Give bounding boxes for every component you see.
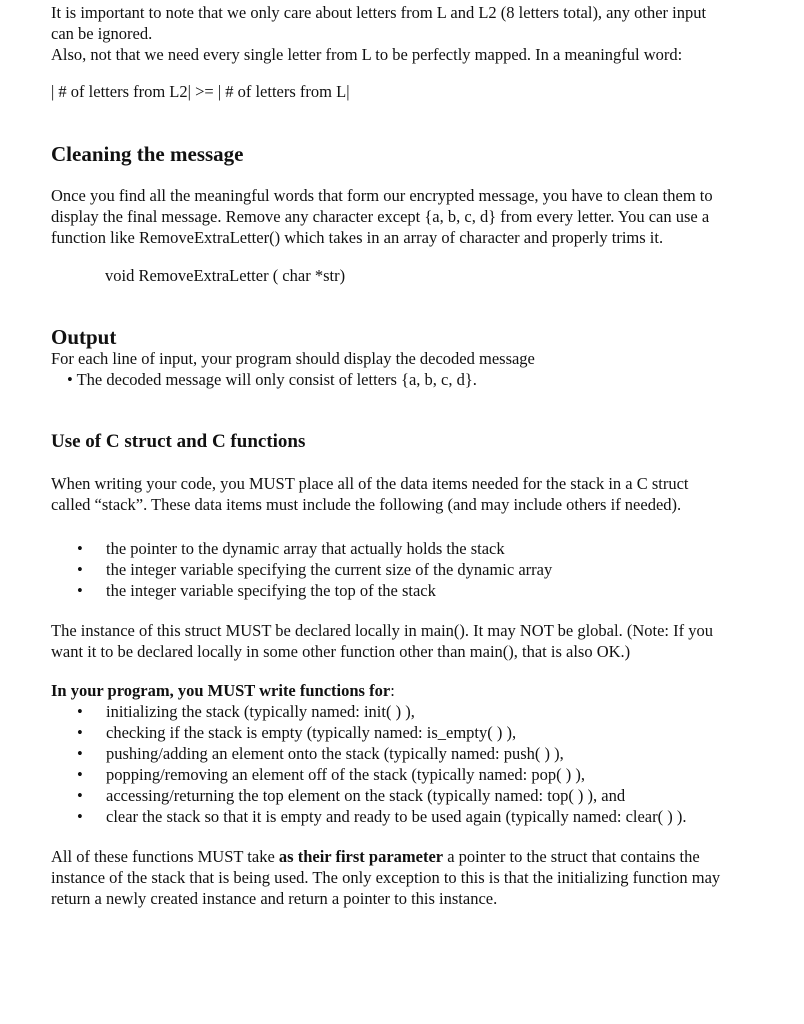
closing-line: return a newly created instance and return a pointer to this instance. (51, 889, 498, 908)
letter-count-formula: | # of letters from L2| >= | # of letters from L| (51, 82, 350, 101)
intro-line: It is important to note that we only care about letters from L and L2 (8 letters total), any other input (51, 3, 707, 22)
instance-paragraph (51, 620, 771, 662)
list-item: • clear the stack so that it is empty and ready to be used again (typically named: clear( ) ). (77, 807, 687, 826)
bullet-icon: • (77, 765, 83, 784)
output-heading: Output (51, 325, 117, 349)
instance-line: The instance of this struct MUST be declared locally in main(). It may NOT be global. (Note: If you (51, 621, 713, 640)
output-paragraph (51, 348, 771, 390)
list-item: • the integer variable specifying the current size of the dynamic array (77, 560, 553, 579)
bullet-icon: • (77, 744, 83, 763)
instance-line: want it to be declared locally in some other function other than main(), that is also OK.) (51, 642, 631, 661)
list-item: • pushing/adding an element onto the stack (typically named: push( ) ), (77, 744, 564, 763)
output-bullet: • The decoded message will only consist of letters {a, b, c, d}. (67, 370, 477, 389)
struct-line: called “stack”. These data items must include the following (and may include others if needed). (51, 495, 682, 514)
list-item: • initializing the stack (typically named: init( ) ), (77, 702, 415, 721)
struct-items-list (51, 538, 771, 601)
list-item: • the integer variable specifying the top of the stack (77, 581, 436, 600)
list-item: • the pointer to the dynamic array that actually holds the stack (77, 539, 505, 558)
output-line: For each line of input, your program should display the decoded message (51, 349, 535, 368)
struct-heading: Use of C struct and C functions (51, 431, 306, 452)
bullet-icon: • (77, 702, 83, 721)
closing-line: All of these functions MUST take as their first parameter a pointer to the struct that contains the (51, 847, 700, 866)
bullet-icon: • (77, 807, 83, 826)
functions-heading: In your program, you MUST write functions for: (51, 681, 395, 700)
bullet-icon: • (77, 539, 83, 558)
function-signature: void RemoveExtraLetter ( char *str) (105, 266, 346, 285)
functions-list (51, 701, 771, 827)
bullet-icon: • (77, 581, 83, 600)
list-item: • checking if the stack is empty (typically named: is_empty( ) ), (77, 723, 517, 742)
bullet-icon: • (77, 560, 83, 579)
bullet-icon: • (77, 786, 83, 805)
cleaning-line: Once you find all the meaningful words that form our encrypted message, you have to clean them to (51, 186, 713, 205)
cleaning-heading: Cleaning the message (51, 142, 244, 166)
intro-paragraph (51, 2, 771, 65)
closing-line: instance of the stack that is being used. The only exception to this is that the initializing function may (51, 868, 721, 887)
list-item: • popping/removing an element off of the stack (typically named: pop( ) ), (77, 765, 585, 784)
cleaning-line: function like RemoveExtraLetter() which takes in an array of character and properly trims it. (51, 228, 664, 247)
closing-paragraph (51, 846, 771, 909)
struct-paragraph (51, 473, 771, 515)
cleaning-paragraph (51, 185, 771, 248)
cleaning-line: display the final message. Remove any character except {a, b, c, d} from every letter. You can use a (51, 207, 710, 226)
list-item: • accessing/returning the top element on the stack (typically named: top( ) ), and (77, 786, 626, 805)
bullet-icon: • (77, 723, 83, 742)
intro-line: Also, not that we need every single letter from L to be perfectly mapped. In a meaningful word: (51, 45, 683, 64)
intro-line: can be ignored. (51, 24, 153, 43)
struct-line: When writing your code, you MUST place all of the data items needed for the stack in a C struct (51, 474, 689, 493)
